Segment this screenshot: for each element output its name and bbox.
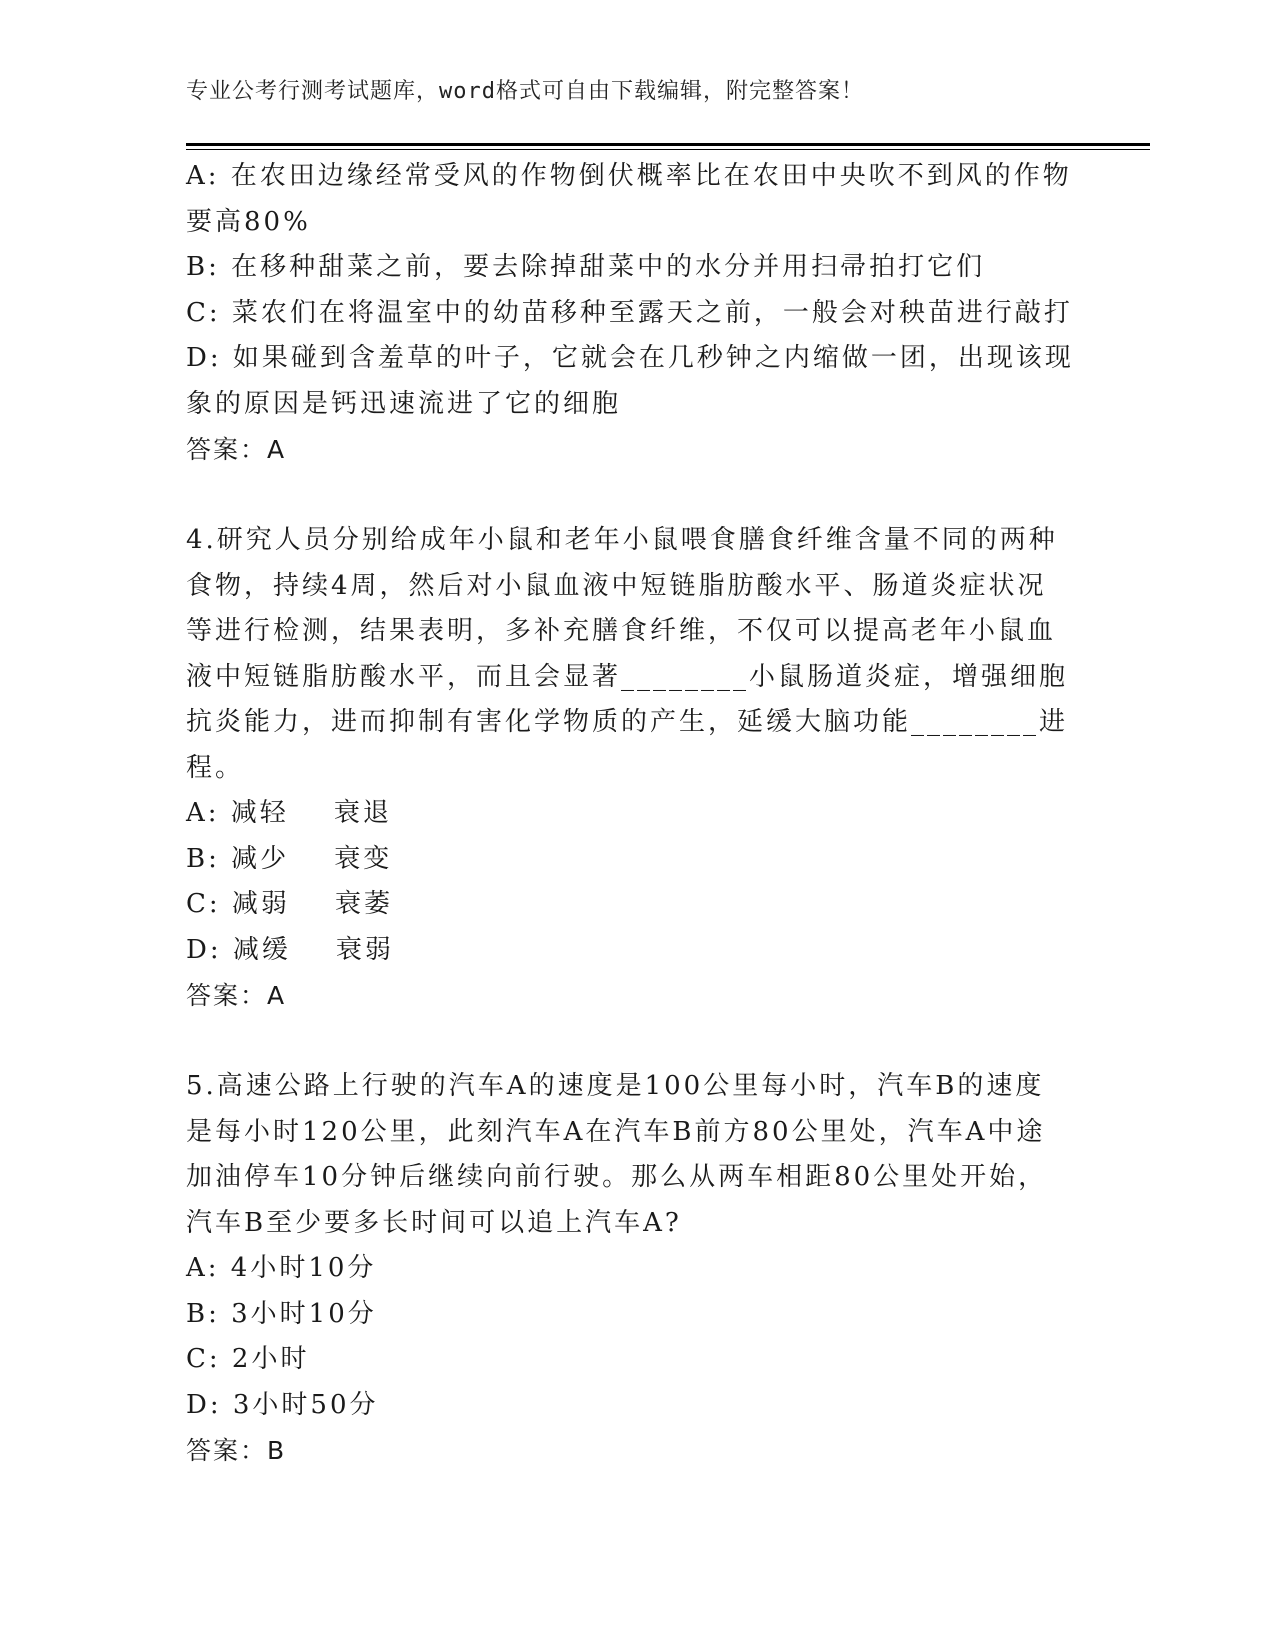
option-c: C: 减弱 衰萎 bbox=[186, 889, 393, 919]
header-rule-thick bbox=[186, 143, 1150, 146]
question-stem-line: 食物，持续4周，然后对小鼠血液中短链脂肪酸水平、肠道炎症状况 bbox=[186, 570, 1047, 601]
option-c: C: 菜农们在将温室中的幼苗移种至露天之前，一般会对秧苗进行敲打 bbox=[186, 297, 1073, 328]
question-4 bbox=[186, 518, 1086, 1019]
question-stem-line: 等进行检测，结果表明，多补充膳食纤维，不仅可以提高老年小鼠血 bbox=[186, 616, 1057, 646]
option-d-continued: 象的原因是钙迅速流进了它的细胞 bbox=[186, 388, 622, 419]
question-stem-line: 加油停车10分钟后继续向前行驶。那么从两车相距80公里处开始， bbox=[186, 1162, 1048, 1192]
question-stem-line: 4.研究人员分别给成年小鼠和老年小鼠喂食膳食纤维含量不同的两种 bbox=[186, 525, 1058, 555]
option-d: D: 减缓 衰弱 bbox=[186, 934, 394, 965]
spacer bbox=[186, 473, 1086, 519]
question-stem-line: 抗炎能力，进而抑制有害化学物质的产生，延缓大脑功能________进 bbox=[186, 707, 1069, 737]
header-rule-thin bbox=[186, 149, 1150, 150]
option-a: A: 减轻 衰退 bbox=[186, 798, 392, 828]
option-a: A: 4小时10分 bbox=[186, 1253, 377, 1283]
answer: 答案：B bbox=[186, 1436, 287, 1465]
option-c: C: 2小时 bbox=[186, 1344, 310, 1374]
spacer bbox=[186, 1019, 1086, 1065]
question-stem-line: 程。 bbox=[186, 752, 245, 783]
option-b: B: 3小时10分 bbox=[186, 1298, 377, 1329]
question-5 bbox=[186, 1064, 1086, 1474]
option-b: B: 在移种甜菜之前，要去除掉甜菜中的水分并用扫帚拍打它们 bbox=[186, 252, 986, 282]
answer: 答案：A bbox=[186, 435, 287, 464]
option-b: B: 减少 衰变 bbox=[186, 843, 393, 874]
page-header: 专业公考行测考试题库，word格式可自由下载编辑，附完整答案！ bbox=[186, 79, 864, 104]
document-body bbox=[186, 154, 1086, 1474]
question-3 bbox=[186, 154, 1086, 473]
answer: 答案：A bbox=[186, 981, 287, 1010]
option-a-continued: 要高80% bbox=[186, 206, 311, 237]
option-a: A: 在农田边缘经常受风的作物倒伏概率比在农田中央吹不到风的作物 bbox=[186, 161, 1072, 191]
question-stem-line: 是每小时120公里，此刻汽车A在汽车B前方80公里处，汽车A中途 bbox=[186, 1116, 1046, 1147]
question-stem-line: 汽车B至少要多长时间可以追上汽车A? bbox=[186, 1207, 682, 1238]
question-stem-line: 5.高速公路上行驶的汽车A的速度是100公里每小时，汽车B的速度 bbox=[186, 1071, 1045, 1101]
question-stem-line: 液中短链脂肪酸水平，而且会显著________小鼠肠道炎症，增强细胞 bbox=[186, 661, 1069, 692]
option-d: D: 3小时50分 bbox=[186, 1389, 379, 1420]
option-d: D: 如果碰到含羞草的叶子，它就会在几秒钟之内缩做一团，出现该现 bbox=[186, 343, 1074, 373]
